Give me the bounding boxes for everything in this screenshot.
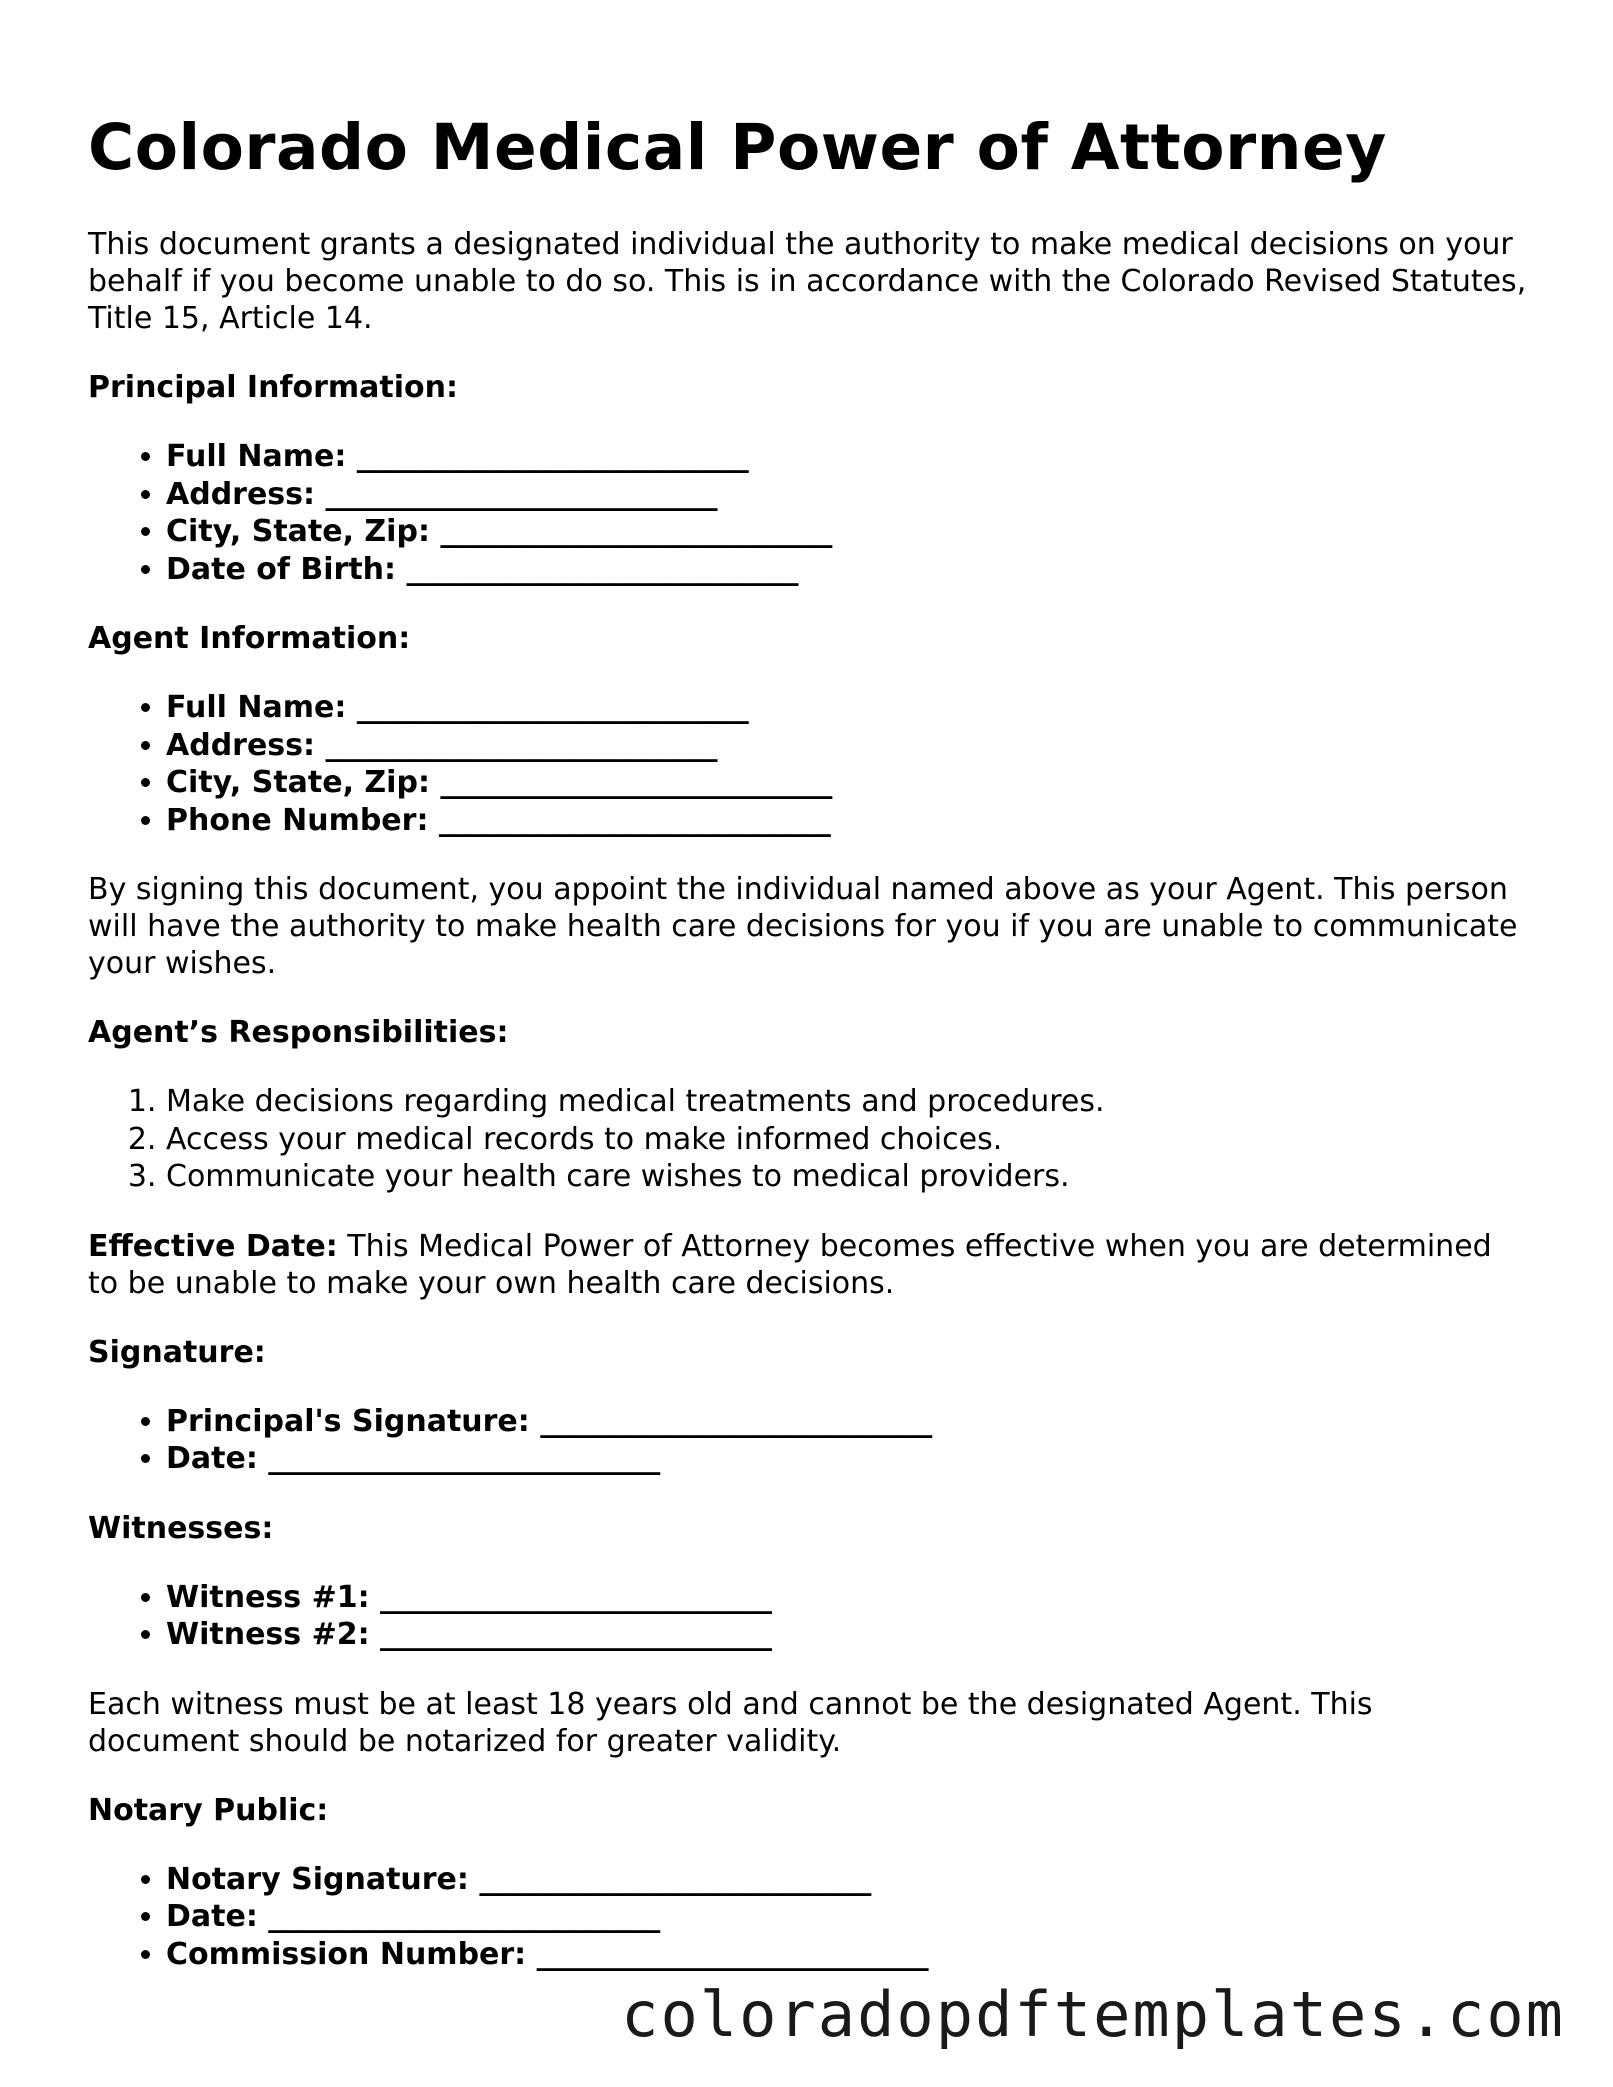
field-blank[interactable]: ___________________________ <box>356 439 749 474</box>
witness-1-field[interactable] <box>166 1579 1528 1617</box>
agent-fields <box>88 689 1528 839</box>
field-blank[interactable]: ___________________________ <box>440 765 832 800</box>
responsibility-item: 3. Communicate your health care wishes to medical providers. <box>166 1158 1528 1196</box>
watermark: coloradopdftemplates.com <box>621 1978 1565 2051</box>
field-blank[interactable]: ___________________________ <box>380 1617 772 1652</box>
field-blank[interactable]: ___________________________ <box>268 1899 660 1934</box>
witness-note-paragraph: Each witness must be at least 18 years old and cannot be the designated Agent. This document should be notarized for greater validity. <box>88 1686 1373 1759</box>
signature-fields <box>88 1403 1528 1478</box>
field-label: Principal's Signature: <box>166 1403 530 1439</box>
field-label: City, State, Zip: <box>166 514 430 549</box>
responsibility-item: 2. Access your medical records to make informed choices. <box>166 1121 1528 1159</box>
effective-date-paragraph <box>88 1228 1528 1302</box>
field-label: Full Name: <box>166 439 347 474</box>
agent-phone-number-field[interactable] <box>166 802 1528 840</box>
field-label: Witness #1: <box>166 1579 370 1615</box>
principal-date-of-birth-field[interactable] <box>166 551 1528 589</box>
principal-city-state-zip-field[interactable] <box>166 513 1528 551</box>
field-label: Witness #2: <box>166 1617 370 1652</box>
principal-heading: Principal Information: <box>88 370 459 405</box>
field-label: Address: <box>166 476 316 512</box>
principal-fields <box>88 438 1528 588</box>
agent-city-state-zip-field[interactable] <box>166 764 1528 802</box>
field-blank[interactable]: ___________________________ <box>440 514 832 549</box>
witness-fields <box>88 1579 1528 1654</box>
field-label: Date: <box>166 1899 258 1934</box>
agent-address-field[interactable] <box>166 727 1528 765</box>
notary-fields <box>88 1861 1528 1974</box>
agent-heading: Agent Information: <box>88 621 411 656</box>
notary-date-field[interactable] <box>166 1898 1528 1936</box>
agent-full-name-field[interactable] <box>166 689 1528 727</box>
principal-address-field[interactable] <box>166 476 1528 514</box>
notary-heading: Notary Public: <box>88 1792 329 1828</box>
field-blank[interactable]: ___________________________ <box>325 476 717 512</box>
signature-date-field[interactable] <box>166 1440 1528 1478</box>
field-blank[interactable]: ___________________________ <box>438 802 831 838</box>
responsibilities-list <box>88 1083 1528 1196</box>
field-label: Date: <box>166 1441 258 1476</box>
principal-full-name-field[interactable] <box>166 438 1528 476</box>
field-blank[interactable]: ___________________________ <box>325 727 717 763</box>
notary-signature-field[interactable] <box>166 1861 1528 1899</box>
field-blank[interactable]: ___________________________ <box>356 690 749 725</box>
field-blank[interactable]: ___________________________ <box>380 1579 772 1615</box>
responsibilities-heading: Agent’s Responsibilities: <box>88 1015 509 1050</box>
document-page <box>88 110 1528 2005</box>
appoint-paragraph: By signing this document, you appoint the individual named above as your Agent. This person will have the authority to make health care decisions for you if you are unable to communicate your wishes. <box>88 872 1518 981</box>
signature-heading: Signature: <box>88 1334 266 1370</box>
field-label: Commission Number: <box>166 1936 527 1972</box>
effective-date-label: Effective Date: <box>88 1228 338 1264</box>
field-blank[interactable]: ___________________________ <box>406 551 798 587</box>
effective-date-text: This Medical Power of Attorney becomes effective when you are determined to be unable to make your own health care decisions. <box>88 1228 1492 1301</box>
page-title: Colorado Medical Power of Attorney <box>88 111 1387 184</box>
field-label: Address: <box>166 727 316 763</box>
witnesses-heading: Witnesses: <box>88 1510 274 1546</box>
field-label: Phone Number: <box>166 802 429 838</box>
commission-number-field[interactable] <box>166 1936 1528 1974</box>
intro-paragraph: This document grants a designated individual the authority to make medical decisions on your behalf if you become unable to do so. This is in accordance with the Colorado Revised Statutes, Title 15, Article 14. <box>88 227 1527 336</box>
field-label: Full Name: <box>166 690 347 725</box>
witness-2-field[interactable] <box>166 1616 1528 1654</box>
field-label: Date of Birth: <box>166 551 397 587</box>
field-blank[interactable]: ___________________________ <box>479 1861 871 1897</box>
field-blank[interactable]: ___________________________ <box>268 1441 660 1476</box>
responsibility-item: 1. Make decisions regarding medical treatments and procedures. <box>166 1083 1528 1121</box>
field-label: City, State, Zip: <box>166 765 430 800</box>
field-blank[interactable]: ___________________________ <box>536 1936 929 1972</box>
principal-signature-field[interactable] <box>166 1403 1528 1441</box>
field-blank[interactable]: ___________________________ <box>540 1403 932 1439</box>
field-label: Notary Signature: <box>166 1861 469 1897</box>
